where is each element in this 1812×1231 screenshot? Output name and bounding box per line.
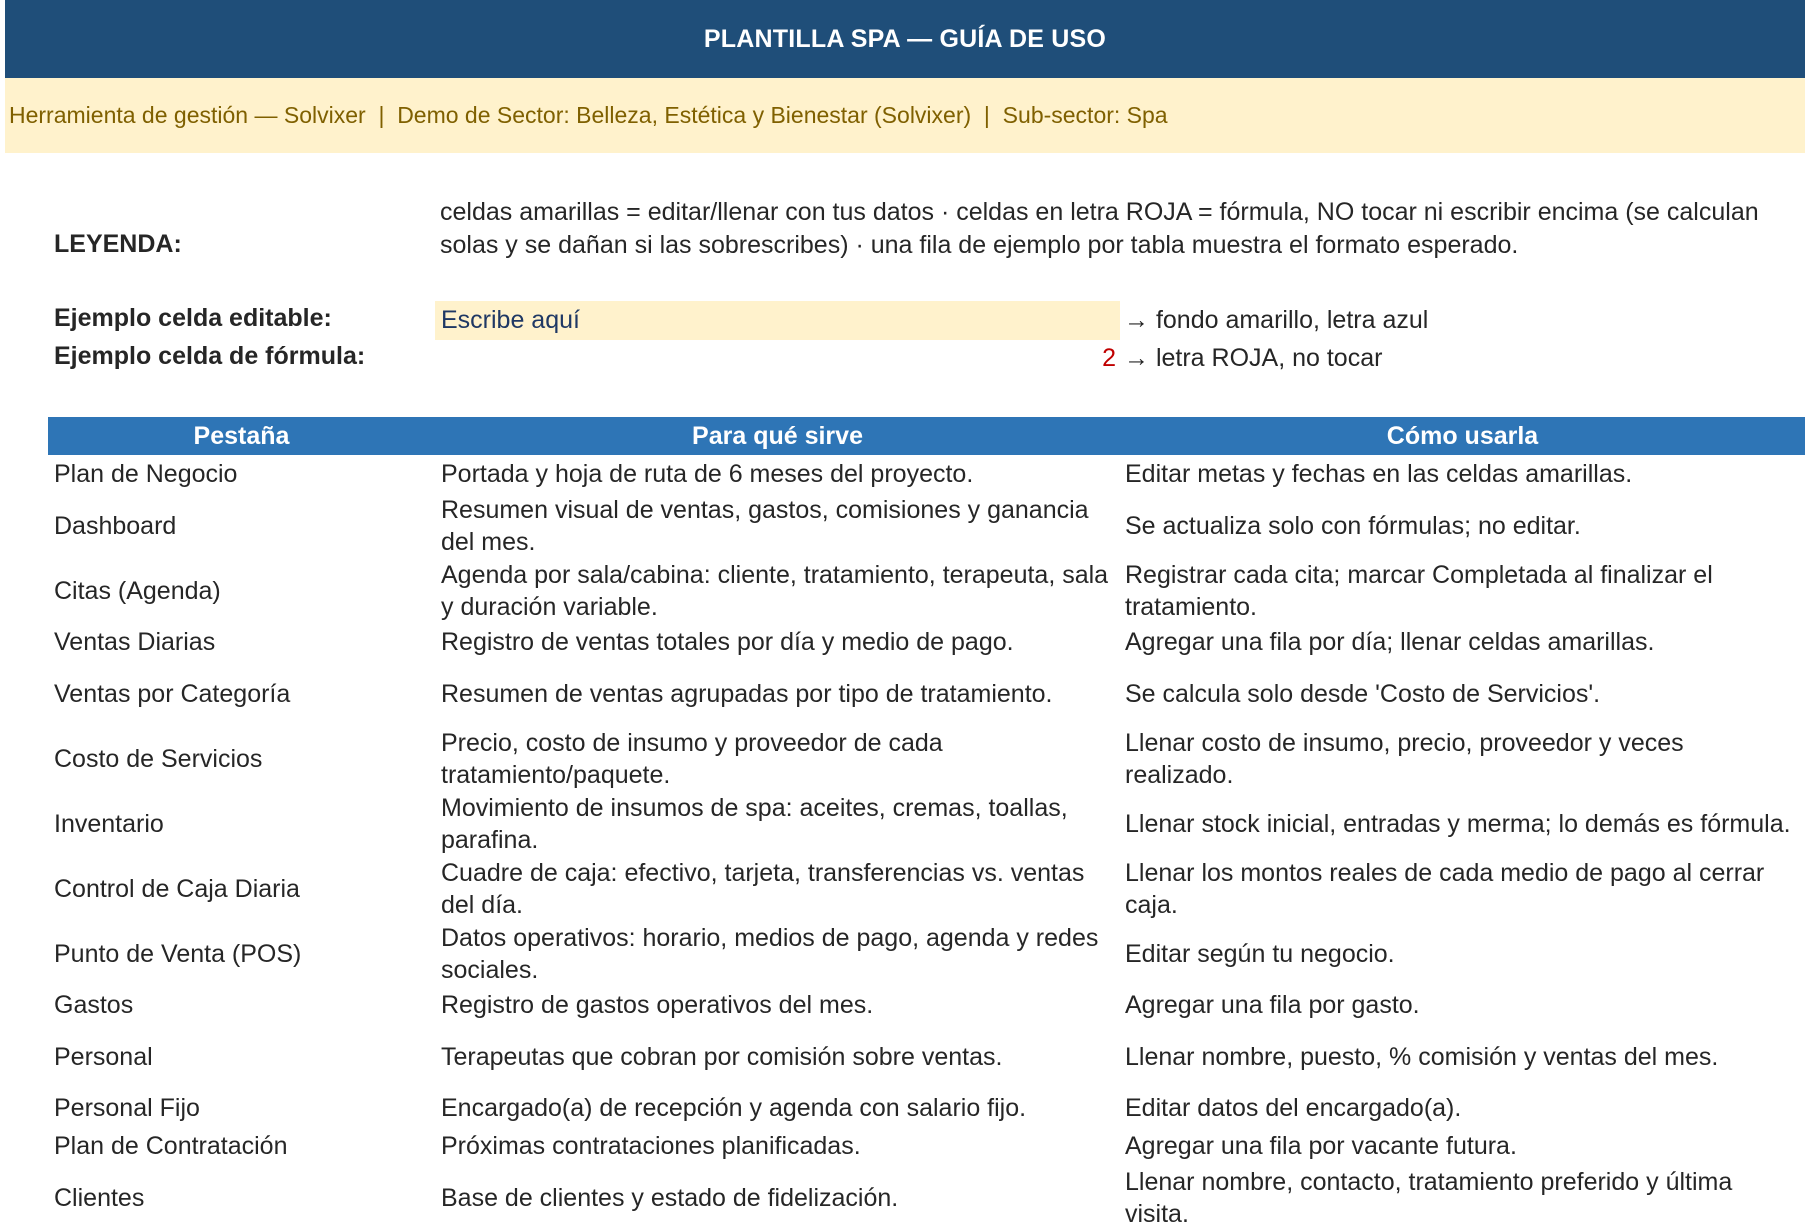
table-header-row [48, 417, 1805, 455]
usage-cell[interactable]: Registrar cada cita; marcar Completada al finalizar el tratamiento. [1125, 560, 1713, 621]
purpose-cell[interactable]: Portada y hoja de ruta de 6 meses del proyecto. [441, 460, 974, 488]
tab-name-cell[interactable]: Plan de Contratación [54, 1132, 288, 1160]
tab-name-cell[interactable]: Control de Caja Diaria [54, 874, 300, 903]
purpose-cell[interactable]: Resumen de ventas agrupadas por tipo de tratamiento. [441, 679, 1053, 708]
table-row [48, 1089, 1805, 1127]
table-row [48, 493, 1805, 558]
tab-name-cell[interactable]: Plan de Negocio [54, 460, 238, 488]
sheet-subtitle [5, 78, 1805, 153]
table-row [48, 856, 1805, 921]
editable-example-cell[interactable]: Escribe aquí [435, 301, 1120, 340]
sheet-subtitle-text: Herramienta de gestión — Solvixer | Demo de Sector: Belleza, Estética y Bienestar (Solvixer) | Sub-sector: Spa [9, 102, 1168, 128]
usage-cell[interactable]: Agregar una fila por día; llenar celdas amarillas. [1125, 628, 1655, 656]
purpose-cell[interactable]: Agenda por sala/cabina: cliente, tratamiento, terapeuta, sala y duración variable. [441, 560, 1109, 621]
column-header-como-usarla: Cómo usarla [1386, 421, 1539, 450]
usage-cell[interactable]: Agregar una fila por gasto. [1125, 991, 1420, 1019]
usage-cell[interactable]: Editar metas y fechas en las celdas amarillas. [1125, 460, 1633, 488]
formula-example-label: Ejemplo celda de fórmula: [54, 342, 366, 370]
column-header-para-que-sirve: Para qué sirve [692, 421, 863, 450]
table-row [48, 986, 1805, 1024]
tab-name-cell[interactable]: Punto de Venta (POS) [54, 939, 302, 968]
table-row [48, 455, 1805, 493]
tab-name-cell[interactable]: Ventas por Categoría [54, 679, 291, 708]
table-row [48, 661, 1805, 726]
table-row [48, 726, 1805, 791]
tab-name-cell[interactable]: Ventas Diarias [54, 628, 216, 656]
tab-name-cell[interactable]: Personal [54, 1042, 153, 1071]
purpose-cell[interactable]: Registro de gastos operativos del mes. [441, 991, 874, 1019]
table-row [48, 623, 1805, 661]
column-header-pestana: Pestaña [193, 421, 290, 450]
usage-cell[interactable]: Editar según tu negocio. [1125, 939, 1395, 968]
usage-cell[interactable]: Llenar costo de insumo, precio, proveedor y veces realizado. [1125, 728, 1684, 789]
purpose-cell[interactable]: Precio, costo de insumo y proveedor de cada tratamiento/paquete. [441, 728, 943, 789]
usage-cell[interactable]: Llenar stock inicial, entradas y merma; lo demás es fórmula. [1125, 809, 1791, 838]
table-row [48, 1127, 1805, 1165]
purpose-cell[interactable]: Próximas contrataciones planificadas. [441, 1132, 861, 1160]
usage-cell[interactable]: Editar datos del encargado(a). [1125, 1094, 1462, 1122]
legend-label: LEYENDA: [54, 230, 182, 258]
tab-name-cell[interactable]: Gastos [54, 991, 134, 1019]
purpose-cell[interactable]: Cuadre de caja: efectivo, tarjeta, transferencias vs. ventas del día. [441, 858, 1085, 919]
usage-cell[interactable]: Se actualiza solo con fórmulas; no editar. [1125, 511, 1581, 540]
table-row [48, 1024, 1805, 1089]
purpose-cell[interactable]: Base de clientes y estado de fidelización. [441, 1183, 899, 1212]
tab-name-cell[interactable]: Dashboard [54, 511, 177, 540]
table-row [48, 921, 1805, 986]
usage-cell[interactable]: Llenar nombre, contacto, tratamiento preferido y última visita. [1125, 1167, 1733, 1228]
table-row [48, 558, 1805, 623]
purpose-cell[interactable]: Datos operativos: horario, medios de pago, agenda y redes sociales. [441, 923, 1099, 984]
sheet-title-text: PLANTILLA SPA — GUÍA DE USO [703, 24, 1107, 53]
formula-example-note: → letra ROJA, no tocar [1124, 344, 1383, 372]
editable-example-note: → fondo amarillo, letra azul [1124, 306, 1429, 334]
tab-name-cell[interactable]: Inventario [54, 809, 164, 838]
sheet-title [5, 0, 1805, 78]
formula-example-cell[interactable]: 2 [1102, 344, 1116, 372]
usage-cell[interactable]: Llenar nombre, puesto, % comisión y ventas del mes. [1125, 1042, 1719, 1071]
usage-cell[interactable]: Llenar los montos reales de cada medio de pago al cerrar caja. [1125, 858, 1765, 919]
table-row [48, 1165, 1805, 1230]
tab-name-cell[interactable]: Citas (Agenda) [54, 576, 221, 605]
usage-cell[interactable]: Se calcula solo desde 'Costo de Servicios'. [1125, 679, 1601, 708]
legend-text: celdas amarillas = editar/llenar con tus datos · celdas en letra ROJA = fórmula, NO tocar ni escribir encima (se calculan solas y se dañan si las sobrescribes) · una fila de ejemplo por tabla muestra el formato esperado. [440, 198, 1759, 259]
purpose-cell[interactable]: Movimiento de insumos de spa: aceites, cremas, toallas, parafina. [441, 793, 1068, 854]
editable-example-label: Ejemplo celda editable: [54, 304, 332, 332]
usage-cell[interactable]: Agregar una fila por vacante futura. [1125, 1132, 1517, 1160]
purpose-cell[interactable]: Encargado(a) de recepción y agenda con salario fijo. [441, 1094, 1027, 1122]
tabs-guide-table [48, 417, 1805, 1230]
tab-name-cell[interactable]: Clientes [54, 1183, 145, 1212]
table-row [48, 791, 1805, 856]
purpose-cell[interactable]: Registro de ventas totales por día y medio de pago. [441, 628, 1014, 656]
tab-name-cell[interactable]: Costo de Servicios [54, 744, 263, 773]
tab-name-cell[interactable]: Personal Fijo [54, 1094, 200, 1122]
purpose-cell[interactable]: Terapeutas que cobran por comisión sobre ventas. [441, 1042, 1003, 1071]
purpose-cell[interactable]: Resumen visual de ventas, gastos, comisiones y ganancia del mes. [441, 495, 1089, 556]
